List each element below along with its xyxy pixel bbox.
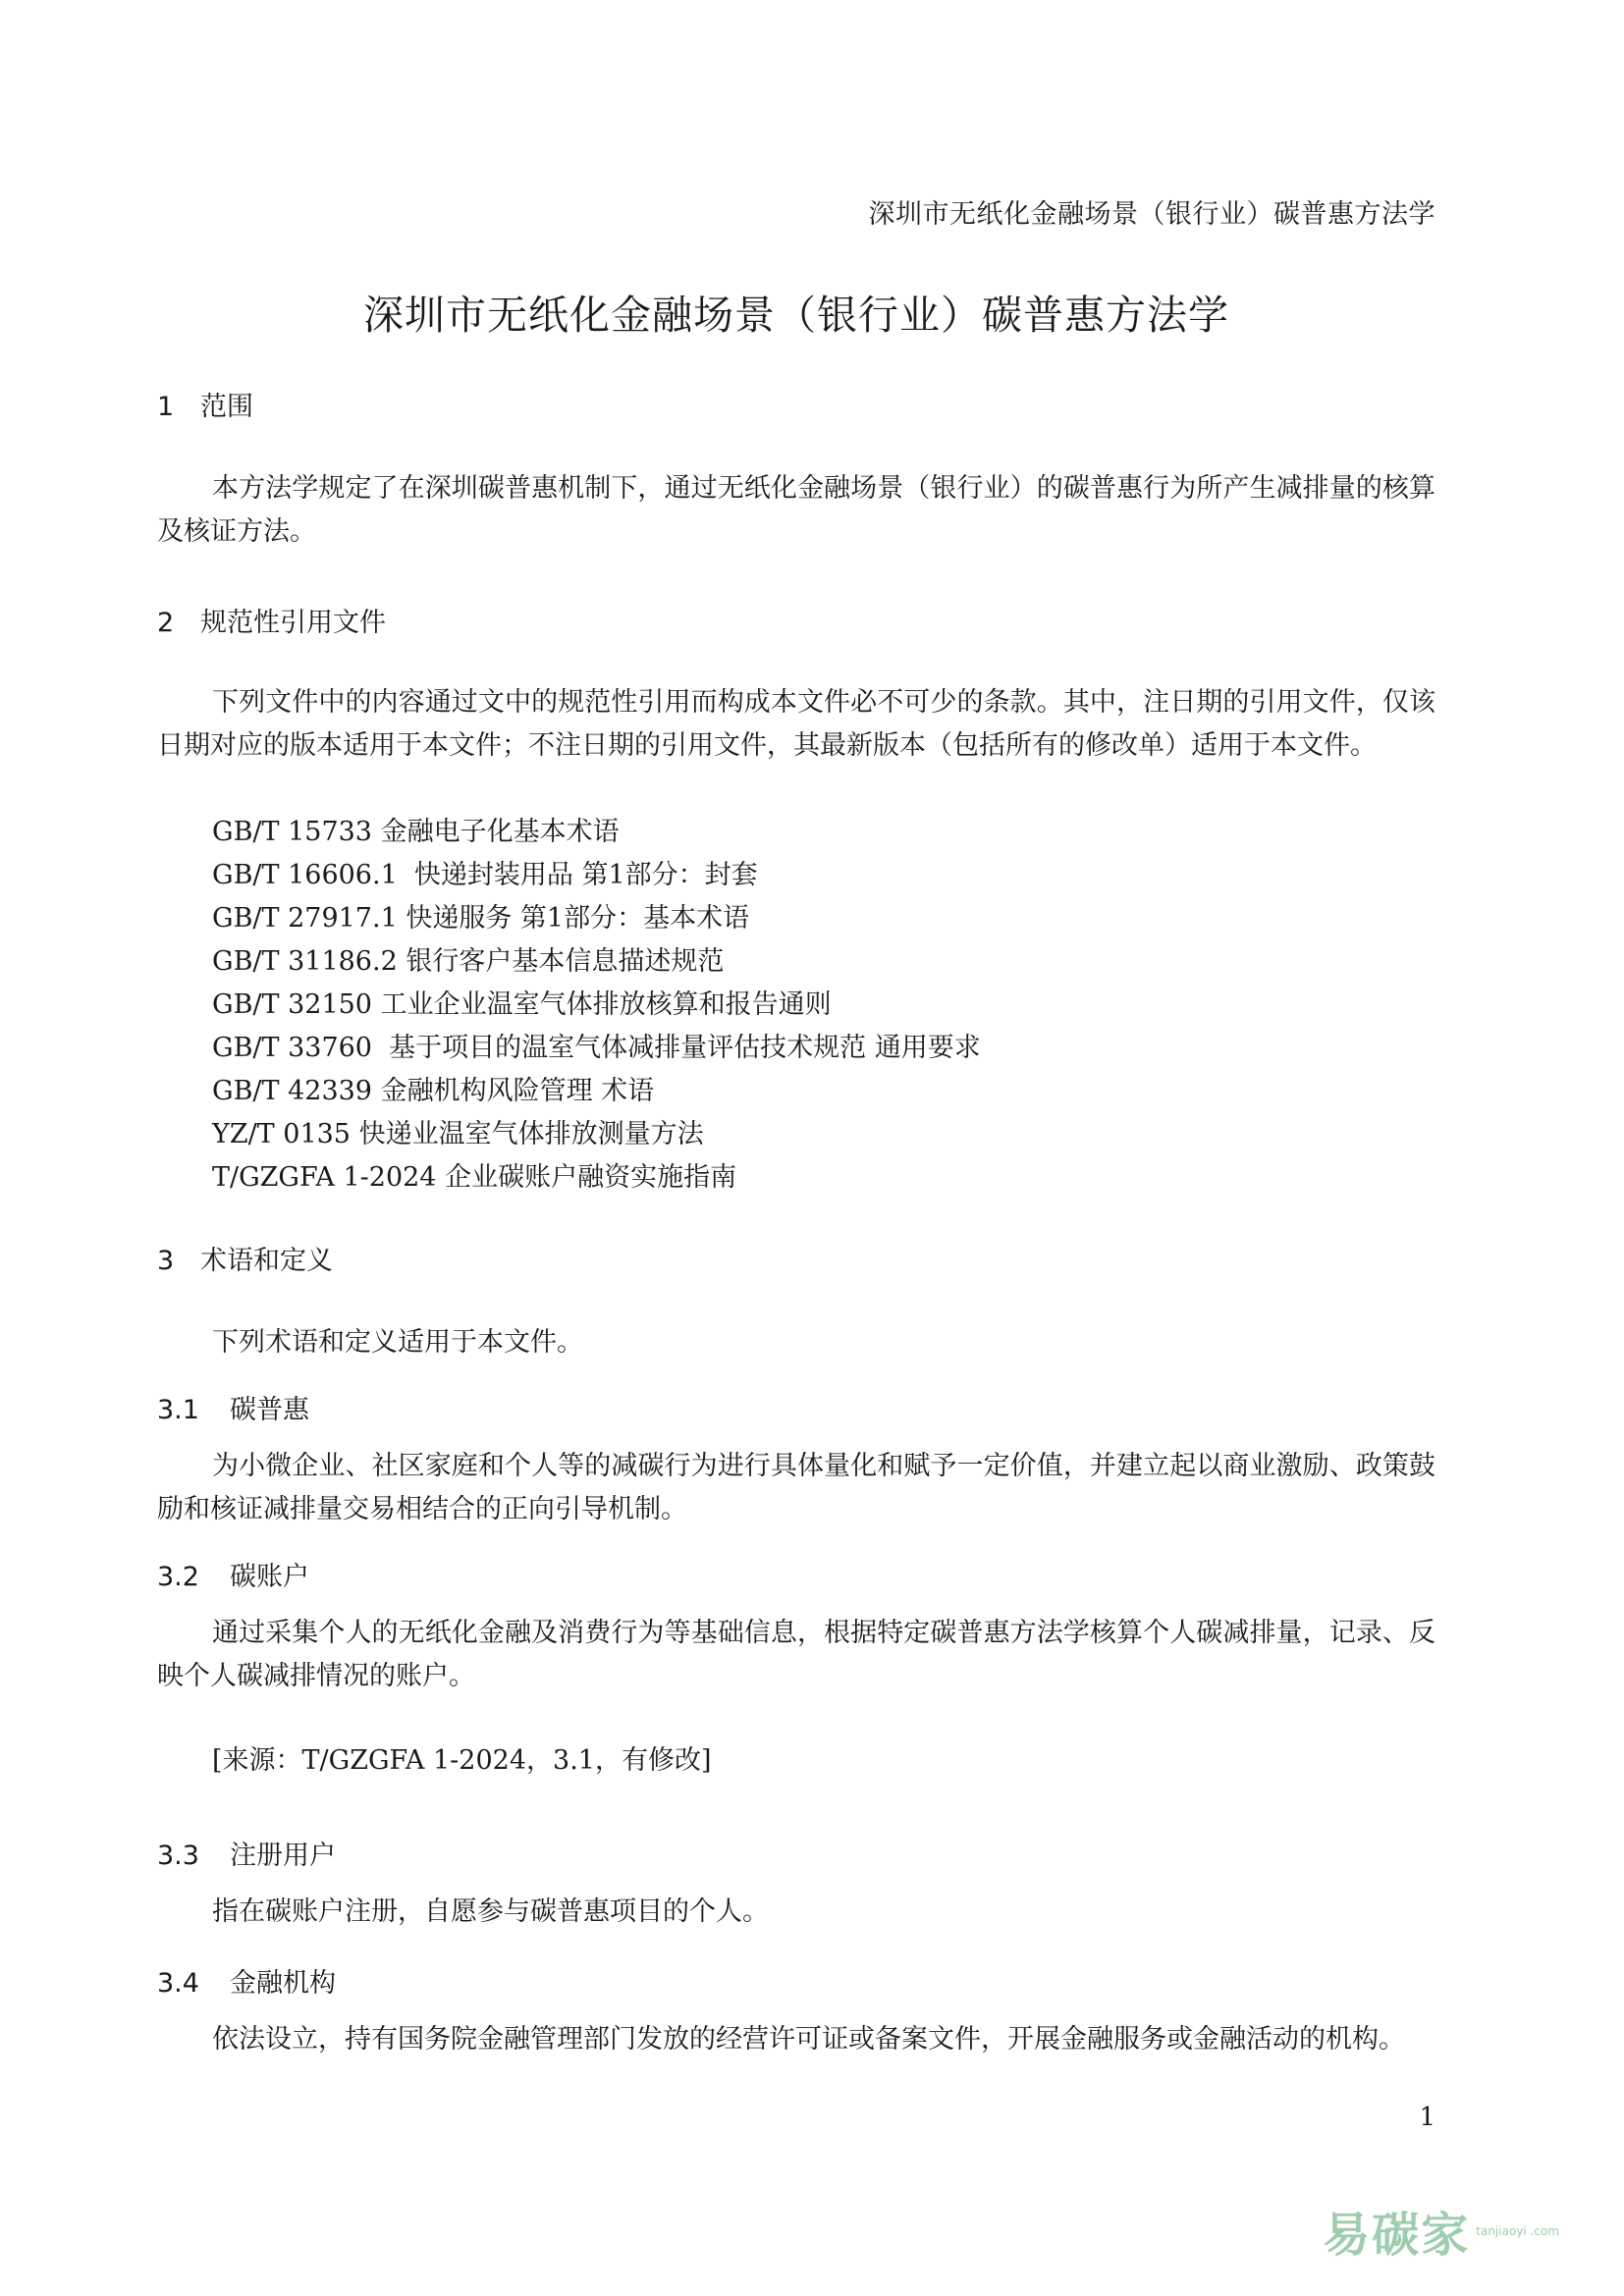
- list-item: T/GZGFA 1-2024 企业碳账户融资实施指南: [212, 1162, 737, 1193]
- term-definition-financial-institution: 依法设立，持有国务院金融管理部门发放的经营许可证或备案文件，开展金融服务或金融活动的机构。: [212, 2024, 1405, 2055]
- running-header: 深圳市无纸化金融场景（银行业）碳普惠方法学: [868, 199, 1435, 230]
- section-number: 3: [157, 1246, 175, 1276]
- term-title: 碳普惠: [230, 1395, 309, 1425]
- list-item: YZ/T 0135 快递业温室气体排放测量方法: [212, 1119, 704, 1149]
- section-heading-terms: [157, 1239, 333, 1277]
- term-title: 注册用户: [230, 1841, 336, 1871]
- list-item: GB/T 15733 金融电子化基本术语: [212, 817, 620, 847]
- term-definition-carbon-inclusion: 为小微企业、社区家庭和个人等的减碳行为进行具体量化和赋予一定价值，并建立起以商业激励、政策鼓励和核证减排量交易相结合的正向引导机制。: [157, 1451, 1435, 1524]
- term-number: 3.4: [157, 1968, 199, 1999]
- term-number: 3.2: [157, 1562, 199, 1592]
- section-title: 术语和定义: [200, 1246, 333, 1276]
- list-item: GB/T 31186.2 银行客户基本信息描述规范: [212, 946, 725, 977]
- normative-references-paragraph: 下列文件中的内容通过文中的规范性引用而构成本文件必不可少的条款。其中，注日期的引用文件，仅该日期对应的版本适用于本文件；不注日期的引用文件，其最新版本（包括所有的修改单）适用于本文件。: [157, 687, 1435, 761]
- document-page: [157, 0, 1435, 2296]
- list-item: GB/T 32150 工业企业温室气体排放核算和报告通则: [212, 989, 832, 1020]
- term-heading-carbon-account: [157, 1555, 309, 1593]
- reference-list: [212, 811, 981, 1200]
- terms-intro-paragraph: 下列术语和定义适用于本文件。: [212, 1327, 583, 1358]
- scope-paragraph: 本方法学规定了在深圳碳普惠机制下，通过无纸化金融场景（银行业）的碳普惠行为所产生减排量的核算及核证方法。: [157, 473, 1435, 547]
- term-number: 3.1: [157, 1395, 199, 1425]
- watermark-logo: [1323, 2197, 1559, 2265]
- list-item: GB/T 16606.1 快递封装用品 第1部分：封套: [212, 860, 758, 890]
- term-heading-registered-user: [157, 1834, 336, 1872]
- section-title: 范围: [200, 392, 253, 422]
- term-number: 3.3: [157, 1841, 199, 1871]
- section-heading-scope: [157, 385, 253, 423]
- term-definition-carbon-account: 通过采集个人的无纸化金融及消费行为等基础信息，根据特定碳普惠方法学核算个人碳减排量，记录、反映个人碳减排情况的账户。: [157, 1618, 1435, 1691]
- term-heading-carbon-inclusion: [157, 1388, 309, 1426]
- page-number: 1: [1419, 2103, 1435, 2132]
- list-item: GB/T 33760 基于项目的温室气体减排量评估技术规范 通用要求: [212, 1033, 981, 1063]
- list-item: GB/T 42339 金融机构风险管理 术语: [212, 1076, 655, 1106]
- document-title: 深圳市无纸化金融场景（银行业）碳普惠方法学: [363, 292, 1229, 339]
- list-item: GB/T 27917.1 快递服务 第1部分：基本术语: [212, 903, 750, 934]
- term-definition-registered-user: 指在碳账户注册，自愿参与碳普惠项目的个人。: [212, 1896, 769, 1927]
- term-title: 碳账户: [230, 1562, 309, 1592]
- term-source-note: [来源：T/GZGFA 1-2024，3.1，有修改]: [212, 1745, 712, 1776]
- section-title: 规范性引用文件: [200, 608, 386, 638]
- watermark-url: tanjiaoyi .com: [1476, 2223, 1559, 2238]
- section-number: 2: [157, 608, 175, 638]
- section-heading-normative-references: [157, 601, 386, 639]
- watermark-text: 易碳家: [1323, 2208, 1471, 2263]
- term-heading-financial-institution: [157, 1961, 336, 2000]
- section-number: 1: [157, 392, 175, 422]
- term-title: 金融机构: [230, 1968, 336, 1999]
